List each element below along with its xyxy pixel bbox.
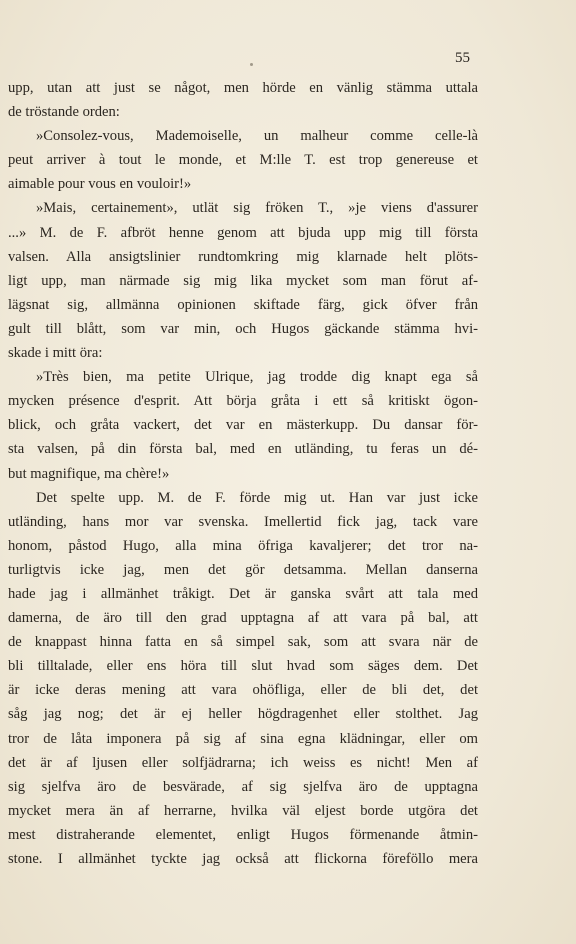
text-line: upp, utan att just se något, men hörde en vänlig stämma uttala: [8, 80, 478, 96]
text-line: ...» M. de F. afbröt henne genom att bjuda upp mig till första: [8, 224, 478, 241]
body-text: [8, 76, 478, 871]
ink-speck: [250, 63, 253, 66]
text-line: är icke deras mening att vara ohöfliga, eller de bli det, det: [8, 682, 478, 699]
text-line: tror de låta imponera på sig af sina egna klädningar, eller om: [8, 730, 478, 747]
text-line: turligtvis icke jag, men det gör detsamma. Mellan danserna: [8, 561, 478, 578]
text-line: det är af ljusen eller solfjädrarna; ich weiss es nicht! Men af: [8, 754, 478, 771]
text-line: sta valsen, på din första bal, med en utländing, tu feras un dé-: [8, 441, 478, 458]
text-line: gult till blått, som var min, och Hugos gäckande stämma hvi-: [8, 320, 478, 337]
text-line: Det spelte upp. M. de F. förde mig ut. Han var just icke: [36, 489, 478, 506]
text-line: »Mais, certainement», utlät sig fröken T., »je viens d'assurer: [36, 200, 478, 217]
text-line: but magnifique, ma chère!»: [8, 465, 170, 482]
text-line: de knappast hinna fatta en så simpel sak, som att svara när de: [8, 634, 478, 651]
text-line: utländing, hans mor var svenska. Imellertid fick jag, tack vare: [8, 513, 478, 530]
text-line: såg jag nog; det är ej heller högdragenhet eller stolthet. Jag: [8, 706, 478, 723]
text-line: aimable pour vous en vouloir!»: [8, 176, 192, 193]
page-number: 55: [455, 50, 470, 66]
text-line: mest distraherande elementet, enligt Hugos förmenande åtmin-: [8, 826, 478, 843]
text-line: ligt upp, man närmade sig mig lika mycket som man förut af-: [8, 272, 478, 289]
text-line: mycken présence d'esprit. Att börja gråta i ett så kritiskt ögon-: [8, 393, 478, 410]
text-line: mycket mera än af herrarne, hvilka väl eljest borde utgöra det: [8, 802, 478, 819]
text-line: »Consolez-vous, Mademoiselle, un malheur comme celle-là: [36, 128, 478, 145]
text-line: damerna, de äro till den grad upptagna af att vara på bal, att: [8, 610, 478, 627]
text-line: lägsnat sig, allmänna opinionen skiftade färg, gick öfver från: [8, 296, 478, 313]
text-line: honom, påstod Hugo, alla mina öfriga kavaljerer; det tror na-: [8, 537, 478, 554]
text-line: de tröstande orden:: [8, 104, 120, 121]
text-line: hade jag i allmänhet tråkigt. Det är ganska svårt att tala med: [8, 585, 478, 602]
text-line: bli tilltalade, eller ens höra till slut hvad som säges dem. Det: [8, 658, 478, 675]
text-line: skade i mitt öra:: [8, 345, 103, 362]
text-line: sig sjelfva äro de besvärade, af sig sjelfva äro de upptagna: [8, 778, 478, 795]
text-line: »Très bien, ma petite Ulrique, jag trodde dig knapt ega så: [36, 369, 478, 386]
text-line: blick, och gråta vackert, det var en mästerkupp. Du dansar för-: [8, 417, 478, 434]
text-line: peut arriver à tout le monde, et M:lle T. est trop genereuse et: [8, 152, 478, 169]
text-line: valsen. Alla ansigtslinier rundtomkring mig klarnade helt plöts-: [8, 248, 478, 265]
text-line: stone. I allmänhet tyckte jag också att flickorna föreföllo mera: [8, 851, 478, 867]
